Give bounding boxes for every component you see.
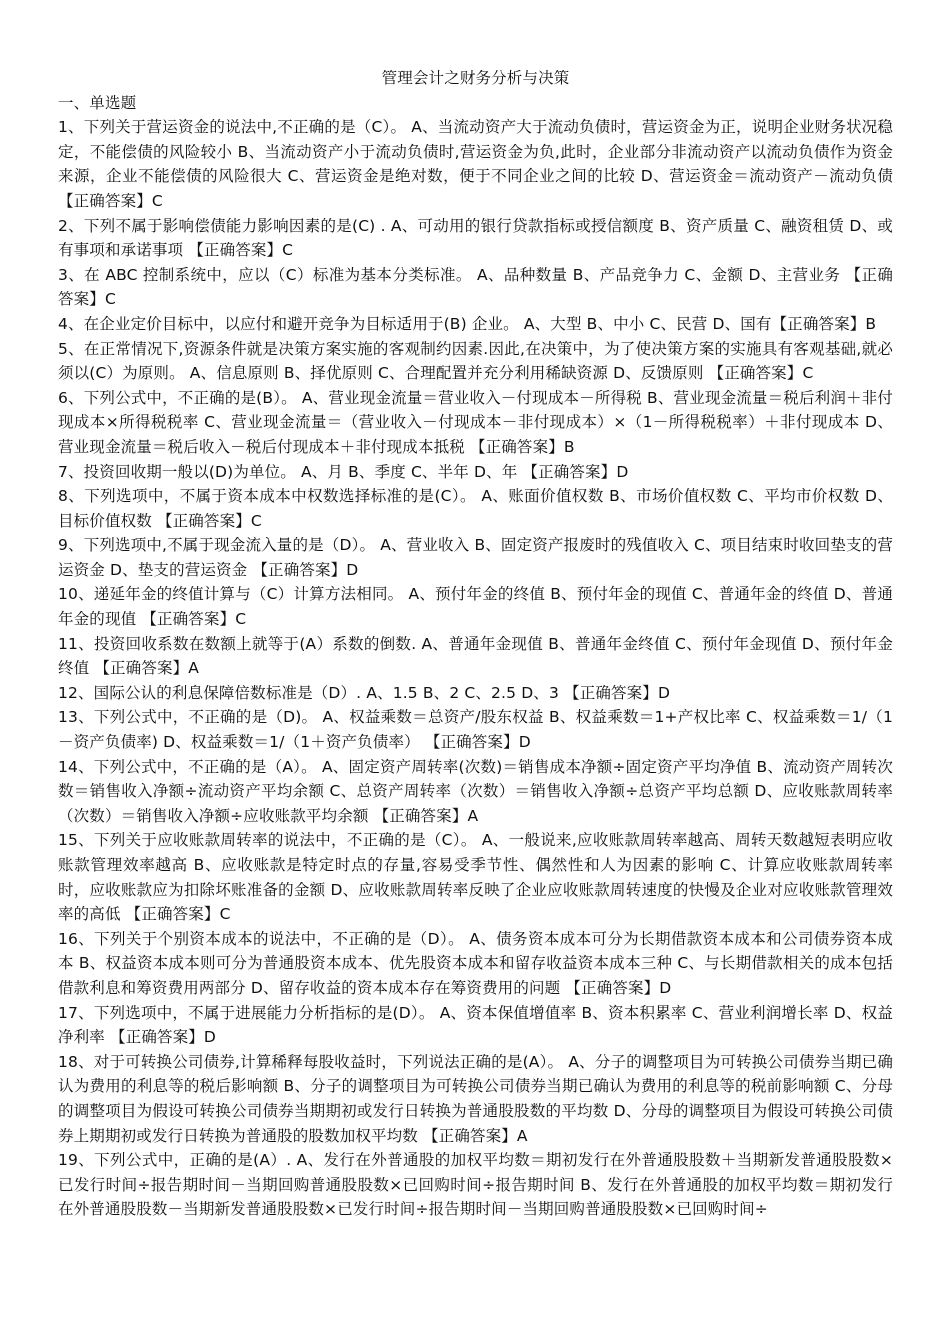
- question-list: [58, 115, 893, 1222]
- question-item: 14、下列公式中，不正确的是（A）。 A、固定资产周转率(次数)＝销售成本净额÷固定资产平均净值 B、流动资产周转次数＝销售收入净额÷流动资产平均余额 C、总资产周转率（次数）＝销售收入净额÷总资产平均总额 D、应收账款周转率（次数）＝销售收入净额÷应收账款平均余额 【正确答案】A: [58, 757, 893, 825]
- page-title: 管理会计之财务分析与决策: [381, 69, 570, 87]
- question-item: 9、下列选项中,不属于现金流入量的是（D）。 A、营业收入 B、固定资产报废时的残值收入 C、项目结束时收回垫支的营运资金 D、垫支的营运资金 【正确答案】D: [58, 536, 893, 579]
- question-item: 16、下列关于个别资本成本的说法中，不正确的是（D）。 A、债务资本成本可分为长期借款资本成本和公司债券资本成本 B、权益资本成本则可分为普通股资本成本、优先股资本成本和留存收益资本成本三种 C、与长期借款相关的成本包括借款利息和筹资费用两部分 D、留存收益的资本成本存在筹资费用的问题 【正确答案】D: [58, 929, 893, 997]
- question-item: 5、在正常情况下,资源条件就是决策方案实施的客观制约因素.因此,在决策中，为了使决策方案的实施具有客观基础,就必须以(C）为原则。 A、信息原则 B、择优原则 C、合理配置并充分利用稀缺资源 D、反馈原则 【正确答案】C: [58, 339, 893, 383]
- question-item: 2、下列不属于影响偿债能力影响因素的是(C) . A、可动用的银行贷款指标或授信额度 B、资产质量 C、融资租赁 D、或有事项和承诺事项 【正确答案】C: [58, 216, 893, 260]
- question-item: 10、递延年金的终值计算与（C）计算方法相同。 A、预付年金的终值 B、预付年金的现值 C、普通年金的终值 D、普通年金的现值 【正确答案】C: [58, 585, 893, 629]
- question-item: 15、下列关于应收账款周转率的说法中，不正确的是（C）。 A、一般说来,应收账款周转率越高、周转天数越短表明应收账款管理效率越高 B、应收账款是特定时点的存量,容易受季节性、偶然性和人为因素的影响 C、计算应收账款周转率时，应收账款应为扣除坏账准备的金额 D、应收账款周转率反映了企业应收账款周转速度的快慢及企业对应收账款管理效率的高低 【正确答案】C: [58, 831, 893, 924]
- question-item: 1、下列关于营运资金的说法中,不正确的是（C）。 A、当流动资产大于流动负债时，营运资金为正，说明企业财务状况稳定，不能偿债的风险较小 B、当流动资产小于流动负债时,营运资金为负,此时，企业部分非流动资产以流动负债作为资金来源，企业不能偿债的风险很大 C、营运资金是绝对数，便于不同企业之间的比较 D、营运资金＝流动资产－流动负债 【正确答案】C: [58, 118, 893, 210]
- question-item: 18、对于可转换公司债券,计算稀释每股收益时，下列说法正确的是(A）。 A、分子的调整项目为可转换公司债券当期已确认为费用的利息等的税后影响额 B、分子的调整项目为可转换公司债券当期已确认为费用的利息等的税前影响额 C、分母的调整项目为假设可转换公司债券当期期初或发行日转换为普通股股数的平均数 D、分母的调整项目为假设可转换公司债券上期期初或发行日转换为普通股的股数加权平均数 【正确答案】A: [58, 1052, 893, 1145]
- question-item: 3、在 ABC 控制系统中，应以（C）标准为基本分类标准。 A、品种数量 B、产品竞争力 C、金额 D、主营业务 【正确答案】C: [58, 265, 893, 309]
- question-item: 4、在企业定价目标中，以应付和避开竞争为目标适用于(B) 企业。 A、大型 B、中小 C、民营 D、国有【正确答案】B: [58, 314, 877, 333]
- question-item: 12、国际公认的利息保障倍数标准是（D）. A、1.5 B、2 C、2.5 D、3 【正确答案】D: [58, 683, 671, 702]
- section-heading: 一、单选题: [58, 93, 137, 112]
- question-item: 13、下列公式中，不正确的是（D)。 A、权益乘数＝总资产/股东权益 B、权益乘数＝1+产权比率 C、权益乘数＝1/（1－资产负债率) D、权益乘数＝1/（1＋资产负债率） 【正确答案】D: [58, 708, 893, 752]
- question-item: 11、投资回收系数在数额上就等于(A）系数的倒数. A、普通年金现值 B、普通年金终值 C、预付年金现值 D、预付年金终值 【正确答案】A: [58, 634, 893, 678]
- question-item: 8、下列选项中，不属于资本成本中权数选择标准的是(C）。 A、账面价值权数 B、市场价值权数 C、平均市价权数 D、目标价值权数 【正确答案】C: [58, 487, 893, 530]
- question-item: 19、下列公式中，正确的是(A）. A、发行在外普通股的加权平均数＝期初发行在外普通股股数＋当期新发普通股股数×已发行时间÷报告期时间－当期回购普通股股数×已回购时间÷报告期时间 B、发行在外普通股的加权平均数＝期初发行在外普通股股数－当期新发普通股股数×已发行时间÷报告期时间－当期回购普通股股数×已回购时间÷: [58, 1151, 893, 1219]
- question-item: 7、投资回收期一般以(D)为单位。 A、月 B、季度 C、半年 D、年 【正确答案】D: [58, 462, 629, 481]
- question-item: 6、下列公式中，不正确的是(B）。 A、营业现金流量＝营业收入－付现成本－所得税 B、营业现金流量＝税后利润＋非付现成本×所得税税率 C、营业现金流量＝（营业收入－付现成本－非付现成本）×（1－所得税税率）＋非付现成本 D、营业现金流量＝税后收入－税后付现成本＋非付现成本抵税 【正确答案】B: [58, 388, 893, 456]
- question-item: 17、下列选项中，不属于进展能力分析指标的是(D）。 A、资本保值增值率 B、资本积累率 C、营业利润增长率 D、权益净利率 【正确答案】D: [58, 1003, 893, 1047]
